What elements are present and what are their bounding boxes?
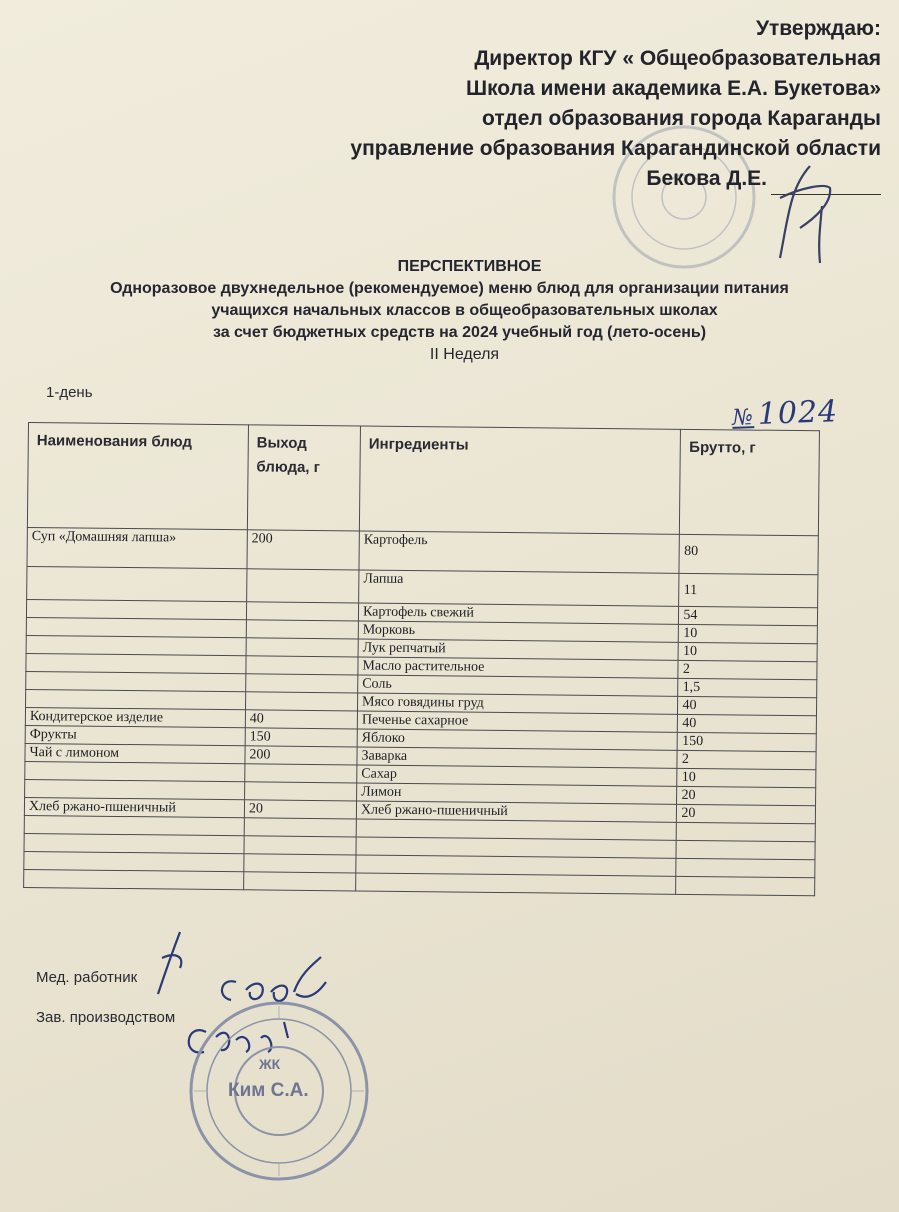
cell-yield [246,674,358,693]
cell-dish [26,599,246,619]
cell-gross: 2 [678,660,817,679]
cell-yield [246,656,358,675]
cell-dish [26,617,246,637]
cell-ingredient: Сахар [357,765,678,786]
cell-yield [245,764,357,783]
director-signature-icon [770,158,840,268]
cell-ingredient [356,873,677,894]
cell-dish [24,851,244,871]
table-header-row [27,423,819,536]
cell-yield: 40 [245,710,357,729]
cell-ingredient: Мясо говядины груд [357,693,678,714]
cell-gross: 10 [677,768,816,787]
cell-ingredient: Яблоко [357,729,678,750]
title-line-1: ПЕРСПЕКТИВНОЕ [397,258,542,275]
table-body [24,527,819,895]
cell-dish [26,635,246,655]
cell-gross: 40 [678,696,817,715]
cell-yield [246,602,358,621]
cell-ingredient: Хлеб ржано-пшеничный [356,801,677,822]
cell-yield [244,782,356,801]
cell-dish: Кондитерское изделие [25,707,245,727]
header-gross: Брутто, г [680,429,820,535]
handwritten-number [731,394,838,433]
cell-dish [26,671,246,691]
stamp-mark: ЖК [259,1056,281,1072]
cell-ingredient: Лимон [357,783,678,804]
cell-dish [26,653,246,673]
cell-dish: Хлеб ржано-пшеничный [24,797,244,817]
cell-gross [676,858,815,877]
cell-gross: 150 [678,732,817,751]
cell-dish [25,779,245,799]
cell-yield [244,836,356,855]
number-value: 1024 [757,394,839,432]
cell-gross [676,840,815,859]
cell-yield [245,692,357,711]
cell-gross: 11 [679,573,818,607]
cell-ingredient: Морковь [358,621,679,642]
cell-yield: 200 [245,746,357,765]
med-worker-label: Мед. работник [36,969,138,986]
header-ingredients: Ингредиенты [359,426,681,534]
cell-dish [27,566,247,601]
cell-gross: 40 [678,714,817,733]
day-label: 1-день [46,384,93,401]
approval-line-3: Школа имени академика Е.А. Букетова» [465,77,881,100]
cell-gross: 20 [677,786,816,805]
cell-dish [24,833,244,853]
approval-line-1: Утверждаю: [755,17,881,40]
cell-yield: 200 [247,530,359,570]
cell-gross: 80 [679,534,818,574]
cell-dish [24,869,244,889]
title-line-4: за счет бюджетных средств на 2024 учебный год (лето-осень) [212,324,707,341]
number-sign: № [731,405,755,431]
cell-yield [246,620,358,639]
cell-dish [26,689,246,709]
chief-label: Зав. производством [36,1009,176,1026]
cell-yield [244,872,356,891]
cell-yield [246,638,358,657]
cell-gross: 10 [678,642,817,661]
cell-ingredient: Картофель свежий [358,603,679,624]
cell-gross: 2 [677,750,816,769]
stamp-name: Ким С.А. [228,1080,309,1101]
cell-gross: 54 [679,606,818,625]
header-yield: Выход блюда, г [247,425,360,531]
cell-ingredient: Масло растительное [358,657,679,678]
title-line-3: учащихся начальных классов в общеобразовательных школах [211,302,718,319]
cell-gross: 10 [679,624,818,643]
menu-table [23,422,820,896]
approval-line-2: Директор КГУ « Общеобразовательная [474,47,881,70]
director-name: Бекова Д.Е. [646,167,767,190]
approval-line-5: управление образования Карагандинской области [350,137,881,160]
cell-gross: 1,5 [678,678,817,697]
cell-ingredient: Лапша [359,570,680,606]
document-title [0,256,899,366]
cell-gross: 20 [677,804,816,823]
cell-dish [25,761,245,781]
cell-yield [244,854,356,873]
cell-yield [244,818,356,837]
title-line-2: Одноразовое двухнедельное (рекомендуемое) меню блюд для организации питания [110,280,789,297]
cell-yield: 20 [244,800,356,819]
cell-ingredient: Заварка [357,747,678,768]
cell-ingredient: Лук репчатый [358,639,679,660]
cell-dish [24,815,244,835]
cell-ingredient: Печенье сахарное [357,711,678,732]
cell-dish: Суп «Домашняя лапша» [27,527,247,568]
cell-yield: 150 [245,728,357,747]
cell-yield [247,569,359,603]
title-line-5: II Неделя [429,346,500,363]
cell-dish: Фрукты [25,725,245,745]
header-dish: Наименования блюд [27,423,248,530]
cell-ingredient: Соль [358,675,679,696]
cell-gross [676,876,815,895]
cell-ingredient: Картофель [359,531,680,573]
cell-gross [677,822,816,841]
approval-line-4: отдел образования города Караганды [482,107,881,130]
cell-dish: Чай с лимоном [25,743,245,763]
